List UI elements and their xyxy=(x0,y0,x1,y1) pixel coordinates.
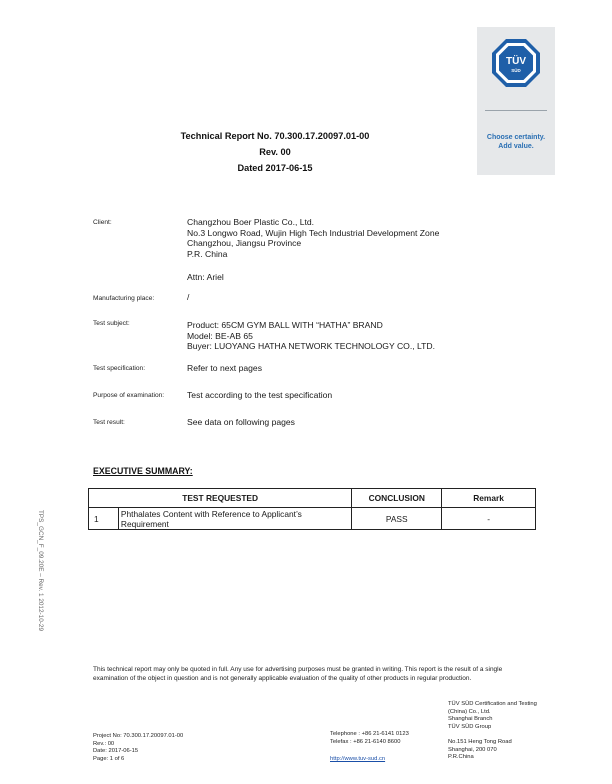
contact-info xyxy=(330,731,409,746)
row-remark: - xyxy=(442,508,536,530)
row-conclusion: PASS xyxy=(352,508,442,530)
manufacturing-place-value: / xyxy=(187,292,190,302)
executive-summary-heading: EXECUTIVE SUMMARY: xyxy=(93,466,193,476)
tuv-sud-logo-panel xyxy=(477,27,555,175)
page-number: Page: 1 of 6 xyxy=(93,755,125,762)
row-number: 1 xyxy=(89,508,119,530)
company-line: (China) Co., Ltd. xyxy=(448,708,491,715)
row-test-requested xyxy=(118,508,351,530)
test-result-label: Test result: xyxy=(93,419,125,426)
client-label: Client: xyxy=(93,219,112,226)
disclaimer-text: This technical report may only be quoted in full. Any use for advertising purposes must be granted in writing. This report is the result of a single examination of the object in question and is not generally applicable evaluation of the quality of other products in regular production. xyxy=(93,666,503,683)
company-line: TÜV SÜD Group xyxy=(448,723,492,730)
address-info xyxy=(448,739,512,762)
client-line: No.3 Longwo Road, Wujin High Tech Industrial Development Zone xyxy=(187,227,440,238)
purpose-value: Test according to the test specification xyxy=(187,390,333,400)
client-address xyxy=(187,217,439,259)
project-info xyxy=(93,733,183,763)
manufacturing-place-label: Manufacturing place: xyxy=(93,295,155,302)
project-revision: Rev.: 00 xyxy=(93,740,115,747)
test-specification-value: Refer to next pages xyxy=(187,363,263,373)
client-line: Changzhou, Jiangsu Province xyxy=(187,238,302,249)
test-result-value: See data on following pages xyxy=(187,417,295,427)
report-revision: Rev. 00 xyxy=(259,147,291,157)
form-code-side-text: TPS_GCN_F_09.20E – Rev. 1 2012-10-29 xyxy=(37,510,44,632)
column-header-remark: Remark xyxy=(442,489,536,508)
client-line: Changzhou Boer Plastic Co., Ltd. xyxy=(187,217,315,227)
purpose-label: Purpose of examination: xyxy=(93,392,165,399)
test-subject-line: Product: 65CM GYM BALL WITH “HATHA” BRAND xyxy=(187,320,383,330)
telephone: Telephone : +86 21-6141 0123 xyxy=(330,731,409,737)
report-date: Dated 2017-06-15 xyxy=(237,163,313,173)
column-header-test-requested: TEST REQUESTED xyxy=(89,489,352,508)
slogan-line-2: Add value. xyxy=(498,143,534,150)
tuv-sud-logo-icon xyxy=(491,38,541,88)
report-title: Technical Report No. 70.300.17.20097.01-00 xyxy=(180,131,370,141)
test-subject-label: Test subject: xyxy=(93,320,130,327)
client-attn: Attn: Ariel xyxy=(187,272,224,282)
test-subject-line: Buyer: LUOYANG HATHA NETWORK TECHNOLOGY CO., LTD. xyxy=(187,341,435,352)
project-number: Project No: 70.300.17.20097.01-00 xyxy=(93,733,184,739)
test-subject-value xyxy=(187,320,435,352)
company-line: Shanghai Branch xyxy=(448,716,493,723)
address-line: P.R.China xyxy=(448,754,474,761)
company-info xyxy=(448,701,537,731)
summary-table-header xyxy=(89,489,536,508)
website-link[interactable]: http://www.tuv-sud.cn xyxy=(330,756,386,762)
logo-mark-text: TÜV xyxy=(506,56,526,67)
test-requested-line: Phthalates Content with Reference to Applicant’s xyxy=(120,508,302,519)
slogan-line-1: Choose certainty. xyxy=(486,134,546,141)
test-requested-line: Requirement xyxy=(120,518,169,529)
company-line: TÜV SÜD Certification and Testing xyxy=(448,701,537,707)
client-line: P.R. China xyxy=(187,248,228,259)
logo-mark-subtext: SÜD xyxy=(511,68,521,73)
logo-divider xyxy=(485,110,547,111)
logo-slogan xyxy=(477,133,555,151)
summary-table xyxy=(88,488,536,530)
test-specification-label: Test specification: xyxy=(93,365,146,372)
address-line: Shanghai, 200 070 xyxy=(448,746,497,753)
test-subject-line: Model: BE-AB 65 xyxy=(187,330,253,341)
address-line: No.151 Heng Tong Road xyxy=(448,739,512,745)
column-header-conclusion: CONCLUSION xyxy=(352,489,442,508)
table-row xyxy=(89,508,536,530)
project-date: Date: 2017-06-15 xyxy=(93,748,139,755)
telefax: Telefax : +86 21-6140 8600 xyxy=(330,738,401,745)
